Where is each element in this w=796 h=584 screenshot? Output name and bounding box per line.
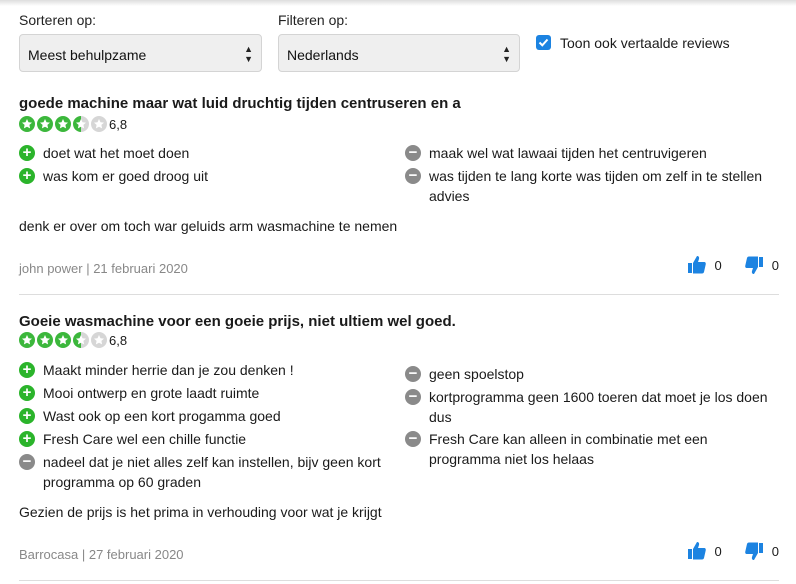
plus-icon: + — [19, 168, 35, 184]
review-body: Gezien de prijs is het prima in verhouding voor wat je krijgt — [19, 504, 382, 520]
checkmark-icon — [538, 37, 549, 48]
select-arrows-icon: ▲ ▼ — [244, 44, 253, 64]
minus-icon: − — [405, 389, 421, 405]
rating-value: 6,8 — [109, 117, 128, 132]
thumbs-down-button[interactable]: 0 — [744, 541, 779, 561]
star-empty-icon — [91, 116, 107, 132]
review-author-date: john power | 21 februari 2020 — [19, 261, 188, 276]
star-half-icon — [73, 116, 89, 132]
thumbs-up-icon — [687, 541, 707, 561]
review-body: denk er over om toch war geluids arm wasmachine te nemen — [19, 218, 398, 234]
star-full-icon — [37, 116, 53, 132]
star-full-icon — [55, 332, 71, 348]
minus-icon: − — [405, 145, 421, 161]
translated-reviews-label: Toon ook vertaalde reviews — [560, 35, 730, 51]
plus-icon: + — [19, 145, 35, 161]
star-full-icon — [37, 332, 53, 348]
thumbs-down-button[interactable]: 0 — [744, 255, 779, 275]
thumbs-up-button[interactable]: 0 — [687, 255, 722, 275]
minus-icon: − — [19, 454, 35, 470]
plus-icon: + — [19, 408, 35, 424]
filter-select[interactable] — [278, 34, 520, 72]
sort-select[interactable] — [19, 34, 262, 72]
review-title: goede machine maar wat luid druchtig tijden centruseren en a — [19, 95, 461, 112]
review-votes — [687, 541, 779, 561]
star-empty-icon — [91, 332, 107, 348]
thumbs-up-icon — [687, 255, 707, 275]
minus-icon: − — [405, 168, 421, 184]
select-arrows-icon: ▲ ▼ — [502, 44, 511, 64]
review-card: Goeie wasmachine voor een goeie prijs, niet ultiem wel goed. 6,8 + Maakt minder herrie dan je zou denken ! + Mooi ontwerp en grote laadt ruimte + Wast ook op een kort progamma goed + Fresh Care wel een chille functie − nadeel dat je niet alles zelf kan instellen, bijv geen kort programma op 60 graden − geen spoelstop − kortprogramma geen 1600 toeren dat moet je los doen dus − Fresh Care kan alleen in combinatie met een programma niet los helaas Gezien de prijs is het prima in verhouding voor wat je krijgt Barrocasa | 27 februari 2020 0 0 — [19, 313, 779, 562]
review-divider — [19, 580, 779, 581]
review-card: goede machine maar wat luid druchtig tijden centruseren en a 6,8 + doet wat het moet doen + was kom er goed droog uit − maak wel wat lawaai tijden het centruvigeren − was tijden te lang korte was tijden om zelf in te stellen advies denk er over om toch war geluids arm wasmachine te nemen john power | 21 februari 2020 0 0 — [19, 95, 779, 276]
star-rating — [19, 116, 107, 132]
star-full-icon — [55, 116, 71, 132]
rating-value: 6,8 — [109, 333, 128, 348]
star-half-icon — [73, 332, 89, 348]
translated-reviews-checkbox[interactable] — [536, 35, 551, 50]
thumbs-down-icon — [744, 541, 764, 561]
review-title: Goeie wasmachine voor een goeie prijs, niet ultiem wel goed. — [19, 313, 456, 330]
thumbs-up-button[interactable]: 0 — [687, 541, 722, 561]
filter-label: Filteren op: — [278, 12, 349, 28]
star-full-icon — [19, 332, 35, 348]
filter-select-value: Nederlands — [287, 47, 359, 63]
review-divider — [19, 294, 779, 295]
top-shadow — [0, 0, 796, 6]
sort-label: Sorteren op: — [19, 12, 97, 28]
star-rating — [19, 332, 107, 348]
review-votes — [687, 255, 779, 275]
sort-select-value: Meest behulpzame — [28, 47, 147, 63]
minus-icon: − — [405, 431, 421, 447]
thumbs-down-icon — [744, 255, 764, 275]
review-author-date: Barrocasa | 27 februari 2020 — [19, 547, 184, 562]
star-full-icon — [19, 116, 35, 132]
plus-icon: + — [19, 431, 35, 447]
plus-icon: + — [19, 385, 35, 401]
minus-icon: − — [405, 366, 421, 382]
plus-icon: + — [19, 362, 35, 378]
